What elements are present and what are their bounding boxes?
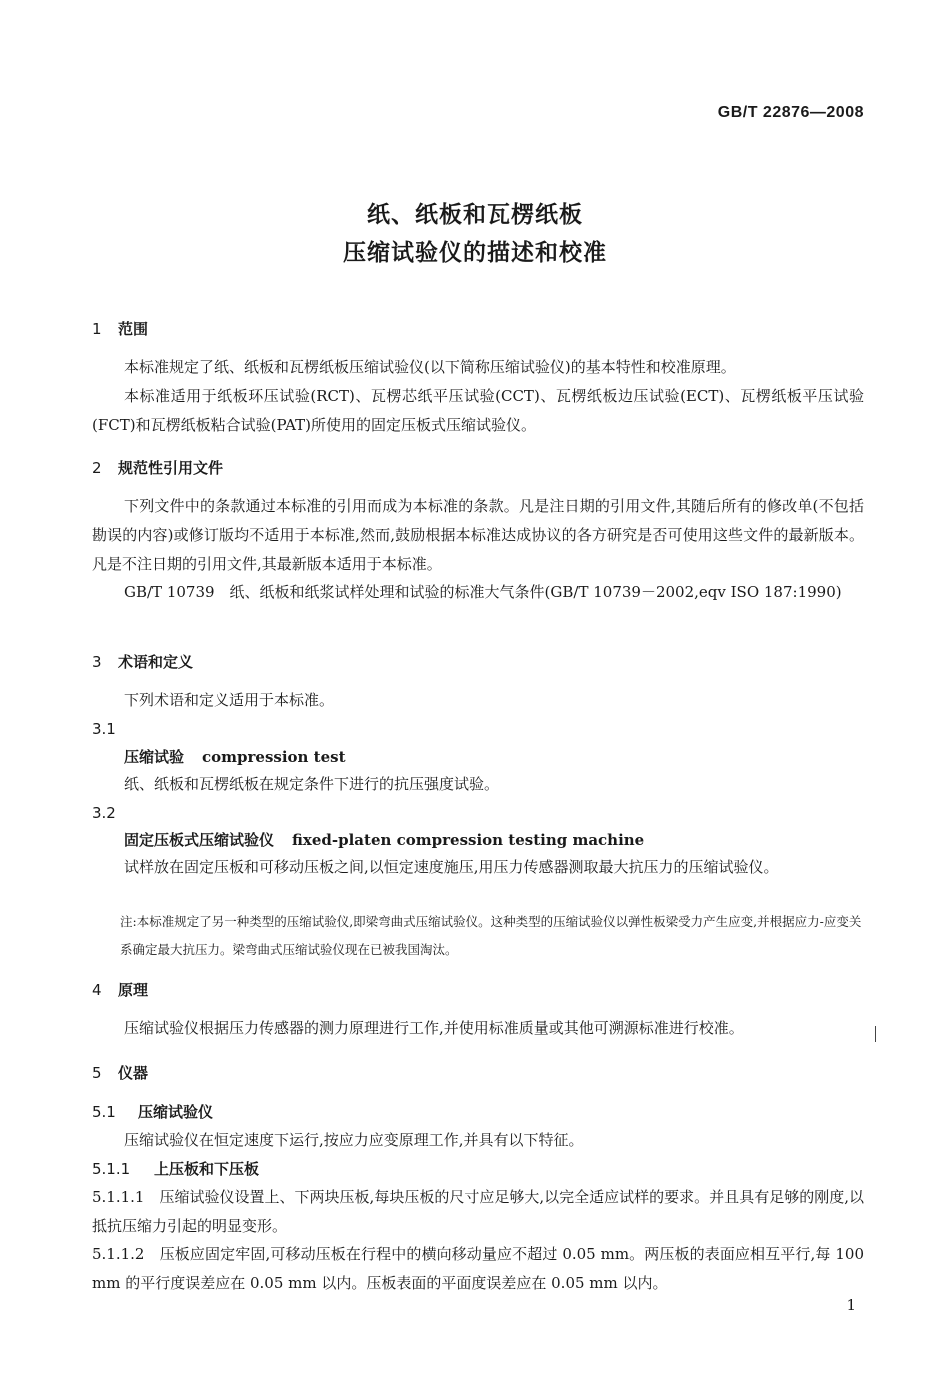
section-title: 术语和定义: [118, 653, 194, 671]
section-3-heading: [92, 651, 193, 672]
section-number: 4: [92, 981, 102, 999]
term-en: compression test: [202, 748, 346, 766]
section-4-heading: [92, 979, 148, 1000]
note: 注:本标准规定了另一种类型的压缩试验仪,即梁弯曲式压缩试验仪。这种类型的压缩试验仪以弹性板梁受力产生应变,并根据应力-应变关系确定最大抗压力。梁弯曲式压缩试验仪现在已被我国淘汰。: [120, 914, 862, 957]
clause-5-1-1-2: 5.1.1.2 压板应固定牢固,可移动压板在行程中的横向移动量应不超过 0.05 mm。两压板的表面应相互平行,每 100 mm 的平行度误差应在 0.05 mm 以内。压板表面的平面度误差应在 0.05 mm 以内。: [92, 1245, 864, 1292]
section-number: 1: [92, 320, 102, 338]
term-3-1-definition: 纸、纸板和瓦楞纸板在规定条件下进行的抗压强度试验。: [124, 775, 500, 793]
section-1-para-1: 本标准规定了纸、纸板和瓦楞纸板压缩试验仪(以下简称压缩试验仪)的基本特性和校准原理。: [124, 358, 736, 376]
section-4-para-1: 压缩试验仪根据压力传感器的测力原理进行工作,并使用标准质量或其他可溯源标准进行校准。: [124, 1019, 744, 1037]
term-3-1-number: 3.1: [92, 720, 116, 738]
term-en: fixed-platen compression testing machine: [292, 831, 645, 849]
term-zh: 固定压板式压缩试验仪: [124, 831, 275, 849]
title-line-2: 压缩试验仪的描述和校准: [343, 240, 607, 266]
term-3-2: [124, 829, 644, 850]
section-title: 压缩试验仪: [138, 1103, 214, 1121]
section-1-heading: [92, 318, 148, 339]
section-number: 2: [92, 459, 102, 477]
section-3-para-1: 下列术语和定义适用于本标准。: [124, 691, 335, 709]
section-5-heading: [92, 1062, 148, 1083]
section-title: 规范性引用文件: [118, 459, 224, 477]
title-line-1: 纸、纸板和瓦楞纸板: [367, 202, 583, 228]
section-2-para-1: 下列文件中的条款通过本标准的引用而成为本标准的条款。凡是注日期的引用文件,其随后所有的修改单(不包括勘误的内容)或修订版均不适用于本标准,然而,鼓励根据本标准达成协议的各方研究是否可使用这些文件的最新版本。凡是不注日期的引用文件,其最新版本适用于本标准。: [92, 497, 864, 573]
page-number: 1: [846, 1296, 856, 1314]
section-5-1-1-heading: [92, 1158, 259, 1179]
margin-change-marker: [875, 1026, 876, 1042]
section-2-heading: [92, 457, 223, 478]
section-2-reference: GB/T 10739 纸、纸板和纸浆试样处理和试验的标准大气条件(GB/T 10739－2002,eqv ISO 187:1990): [124, 583, 842, 601]
section-title: 原理: [118, 981, 149, 999]
section-number: 3: [92, 653, 102, 671]
term-3-1: [124, 746, 346, 767]
section-number: 5.1.1: [92, 1160, 131, 1178]
section-number: 5.1: [92, 1103, 116, 1121]
section-title: 上压板和下压板: [154, 1160, 260, 1178]
standard-number: GB/T 22876—2008: [717, 104, 864, 121]
term-3-2-definition: 试样放在固定压板和可移动压板之间,以恒定速度施压,用压力传感器测取最大抗压力的压缩试验仪。: [124, 858, 779, 876]
section-title: 范围: [118, 320, 149, 338]
clause-5-1-1-1: 5.1.1.1 压缩试验仪设置上、下两块压板,每块压板的尺寸应足够大,以完全适应试样的要求。并且具有足够的刚度,以抵抗压缩力引起的明显变形。: [92, 1188, 864, 1235]
term-3-2-number: 3.2: [92, 804, 116, 822]
section-5-1-heading: [92, 1101, 213, 1122]
section-5-1-para: 压缩试验仪在恒定速度下运行,按应力应变原理工作,并具有以下特征。: [124, 1131, 584, 1149]
section-1-para-2: 本标准适用于纸板环压试验(RCT)、瓦楞芯纸平压试验(CCT)、瓦楞纸板边压试验(ECT)、瓦楞纸板平压试验(FCT)和瓦楞纸板粘合试验(PAT)所使用的固定压板式压缩试验仪。: [92, 387, 864, 434]
section-number: 5: [92, 1064, 102, 1082]
term-zh: 压缩试验: [124, 748, 185, 766]
section-title: 仪器: [118, 1064, 149, 1082]
